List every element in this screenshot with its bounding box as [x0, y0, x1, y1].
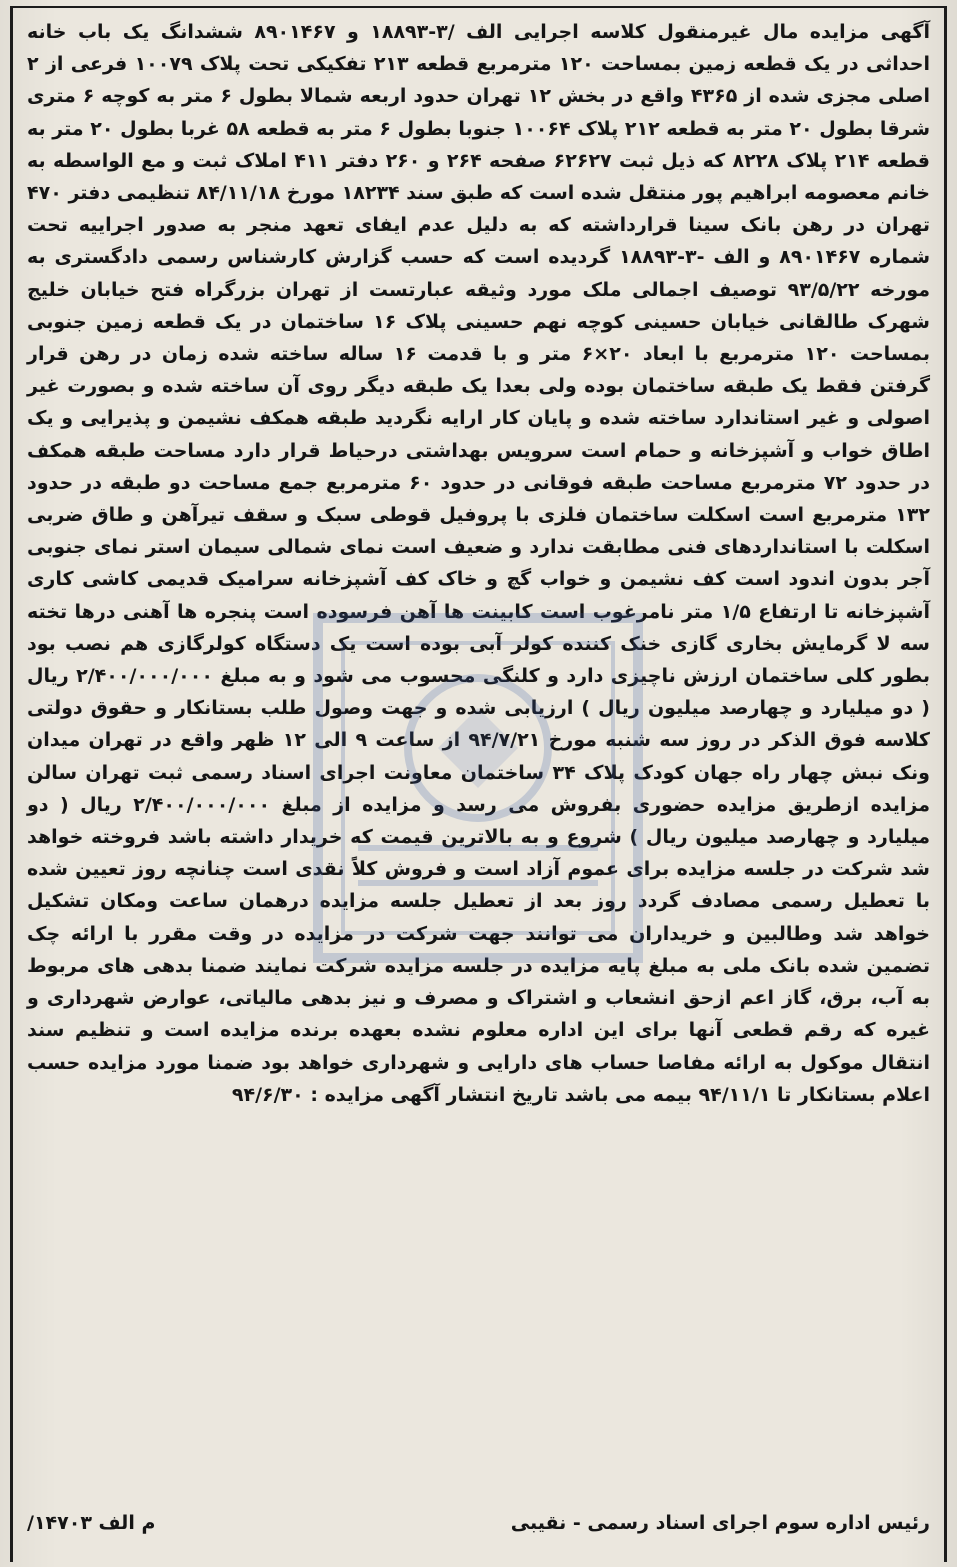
- auction-notice-text: آگهی مزایده مال غیرمنقول کلاسه اجرایی الف /۳-۱۸۸۹۳ و ۸۹۰۱۴۶۷ ششدانگ یک باب خانه احداثی در یک قطعه زمین بمساحت ۱۲۰ مترمربع قطعه ۲۱۳ تفکیکی تحت پلاک ۱۰۰۷۹ فرعی از ۲ اصلی مجزی شده از ۴۳۶۵ واقع در بخش ۱۲ تهران حدود اربعه شمالا بطول ۶ متر به کوچه ۶ متری شرقا بطول ۲۰ متر به قطعه ۲۱۲ پلاک ۱۰۰۶۴ جنوبا بطول ۶ متر به قطعه ۵۸ غربا بطول ۲۰ متر به قطعه ۲۱۴ پلاک ۸۲۲۸ که ذیل ثبت ۶۲۶۲۷ صفحه ۲۶۴ و ۲۶۰ دفتر ۴۱۱ املاک ثبت و مع الواسطه به خانم معصومه ابراهیم پور منتقل شده است که طبق سند ۱۸۲۳۴ مورخ ۸۴/۱۱/۱۸ تنظیمی دفتر ۴۷۰ تهران در رهن بانک سینا قرارداشته که به دلیل عدم ایفای تعهد منجر به صدور اجراییه تحت شماره ۸۹۰۱۴۶۷ و الف -۳-۱۸۸۹۳ گردیده است که حسب گزارش کارشناس رسمی دادگستری به مورخه ۹۳/۵/۲۲ توصیف اجمالی ملک مورد وثیقه عبارتست از تهران بزرگراه فتح خیابان خلیج شهرک طالقانی خیابان حسینی کوچه نهم حسینی پلاک ۱۶ ساختمان در یک قطعه زمین جنوبی بمساحت ۱۲۰ مترمربع با ابعاد ۲۰×۶ متر و با قدمت ۱۶ ساله ساخته شده زمان در رهن قرار گرفتن فقط یک طبقه ساختمان بوده ولی بعدا یک طبقه دیگر روی آن ساخته شده و بصورت غیر اصولی و غیر استاندارد ساخته شده و پایان کار ارایه نگردید طبقه همکف نشیمن و پذیرایی و یک اطاق خواب و آشپزخانه و حمام است سرویس بهداشتی درحیاط قرار دارد مساحت طبقه همکف در حدود ۷۲ مترمربع مساحت طبقه فوقانی در حدود ۶۰ مترمربع جمع مساحت دو طبقه در حدود ۱۳۲ مترمربع است اسکلت ساختمان فلزی با پروفیل قوطی سبک و سقف تیرآهن و طاق ضربی اسکلت با استانداردهای فنی مطابقت ندارد و ضعیف است نمای شمالی سیمان استر نمای جنوبی آجر بدون اندود است کف نشیمن و خواب گچ و خاک کف آشپزخانه سرامیک قدیمی کاشی کاری آشپزخانه تا ارتفاع ۱/۵ متر نامرغوب است کابینت ها آهن فرسوده است پنجره ها آهنی درها تخته سه لا گرمایش بخاری گازی خنک کننده کولر آبی بوده است یک دستگاه کولرگازی هم نصب بود بطور کلی ساختمان ارزش ناچیزی دارد و کلنگی محسوب می شود و به مبلغ ۲/۴۰۰/۰۰۰/۰۰۰ ریال ( دو میلیارد و چهارصد میلیون ریال ) ارزیابی شده و جهت وصول طلب بستانکار و حقوق دولتی کلاسه فوق الذکر در روز سه شنبه مورخ ۹۴/۷/۲۱ از ساعت ۹ الی ۱۲ ظهر واقع در تهران میدان ونک نبش چهار راه جهان کودک پلاک ۳۴ ساختمان معاونت اجرای اسناد رسمی ثبت تهران سالن مزایده ازطریق مزایده حضوری بفروش می رسد و مزایده از مبلغ ۲/۴۰۰/۰۰۰/۰۰۰ ریال ( دو میلیارد و چهارصد میلیون ریال ) شروع و به بالاترین قیمت که خریدار داشته باشد فروخته خواهد شد شرکت در جلسه مزایده برای عموم آزاد است و فروش کلاً نقدی است چنانچه روز تعیین شده با تعطیل رسمی مصادف گردد روز بعد از تعطیل جلسه مزایده درهمان ساعت ومکان تشکیل خواهد شد وطالبین و خریداران می توانند جهت شرکت در مزایده در وقت مقرر با ارائه چک تضمین شده بانک ملی به مبلغ پایه مزایده در جلسه مزایده شرکت نمایند ضمنا بدهی های مربوط به آب، برق، گاز اعم ازحق انشعاب و اشتراک و مصرف و نیز بدهی مالیاتی، عوارض شهرداری و غیره که رقم قطعی آنها برای این اداره معلوم نشده بعهده برنده مزایده است و تنظیم سند انتقال موکول به ارائه مفاصا حساب های دارایی و شهرداری خواهد بود ضمنا مورد مزایده حسب اعلام بستانکار تا ۹۴/۱۱/۱ بیمه می باشد تاریخ انتشار آگهی مزایده : ۹۴/۶/۳۰: [27, 21, 931, 1106]
- reference-number: م الف ۱۴۷۰۳/: [27, 1512, 156, 1534]
- notice-footer: [27, 1506, 930, 1540]
- signature-line: رئیس اداره سوم اجرای اسناد رسمی - نقیبی: [510, 1512, 930, 1534]
- notice-frame: [10, 6, 947, 1562]
